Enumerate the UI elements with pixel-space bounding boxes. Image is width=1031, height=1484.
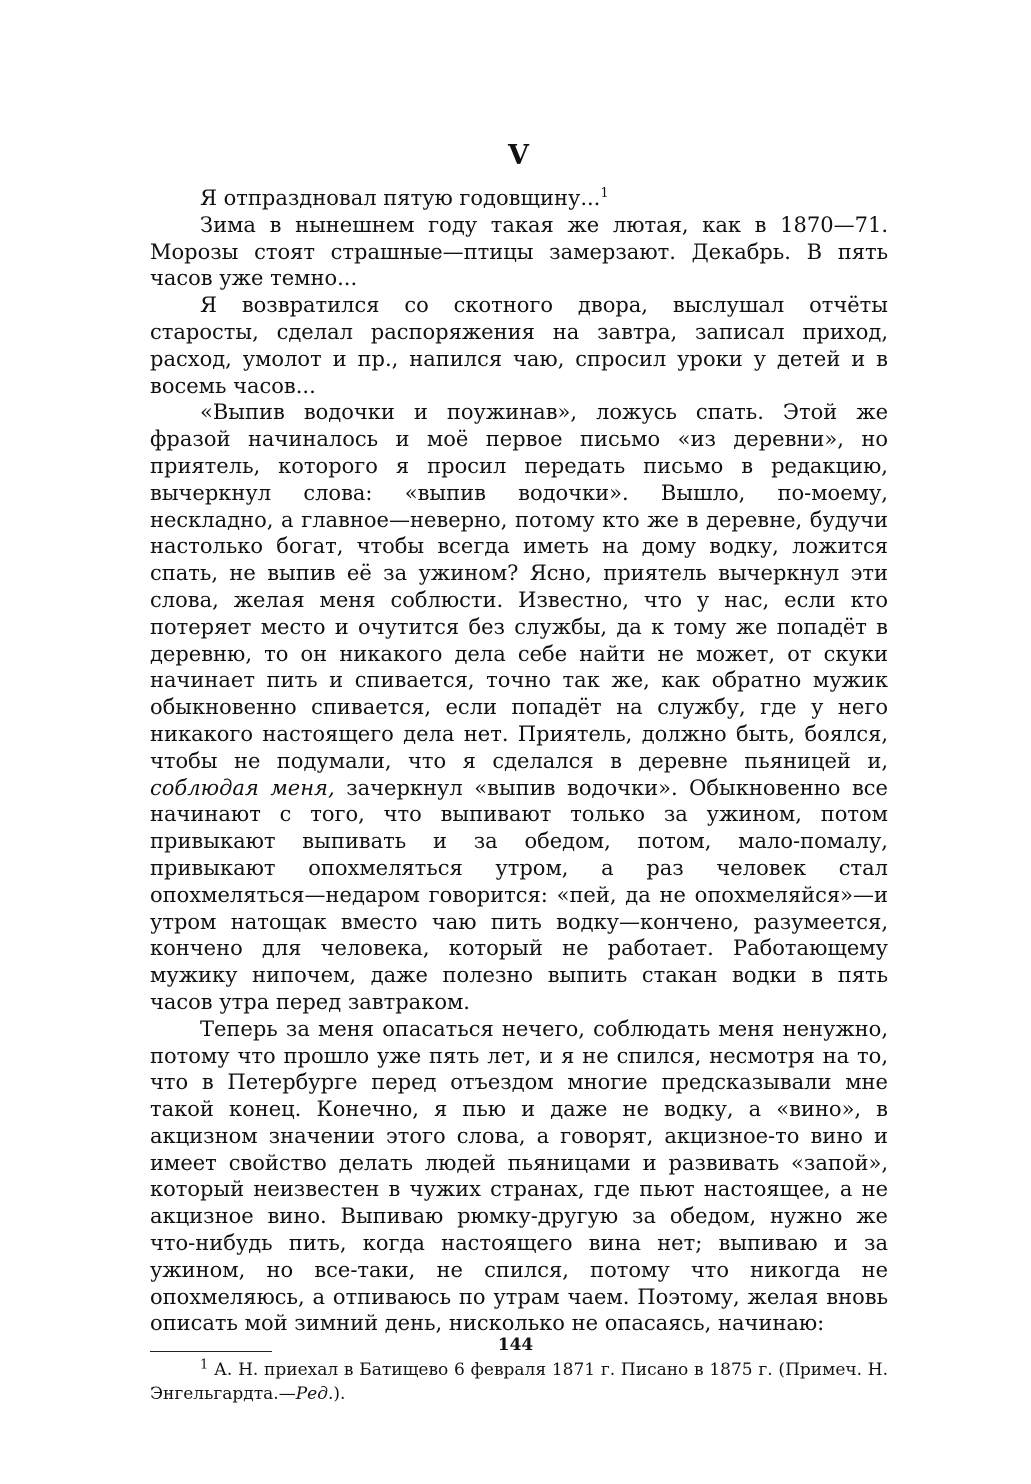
paragraph-text: «Выпив водочки и поужинав», ложусь спать. Этой же фразой начиналось и моё первое письмо «из деревни», но приятель, которого я просил передать письмо в редакцию, вычеркнул слова: «выпив водочки». Вышло, по-моему, нескладно, а главное—неверно, потому кто же в деревне, будучи настолько богат, чтобы всегда иметь на дому водку, ложится спать, не выпив её за ужином? Ясно, приятель вычеркнул эти слова, желая меня соблюсти. Известно, что у нас, если кто потеряет место и очутится без службы, да к тому же попадёт в деревню, то он никакого дела себе найти не может, от скуки начинает пить и спивается, точно так же, как обратно мужик обыкновенно спивается, если попадёт на службу, где у него никакого настоящего дела нет. Приятель, должно быть, боялся, чтобы не подумали, что я сделался в деревне пьяницей и, bbox=[150, 400, 888, 773]
footnote bbox=[150, 1358, 888, 1406]
chapter-heading: V bbox=[508, 140, 530, 171]
footnote-marker: 1 bbox=[200, 1357, 209, 1373]
footnote-reference[interactable]: 1 bbox=[600, 186, 609, 201]
paragraph-5 bbox=[150, 1016, 888, 1338]
footnote-editor-mark: Ред. bbox=[295, 1384, 334, 1405]
page-body bbox=[150, 140, 888, 1406]
paragraph-text: Зима в нынешнем году такая же лютая, как в 1870—71. Морозы стоят страшные—птицы замерзают. Декабрь. В пять часов уже темно... bbox=[150, 212, 888, 291]
paragraph-1 bbox=[150, 185, 888, 212]
paragraph-text: Я возвратился со скотного двора, выслушал отчёты старосты, сделал распоряжения на завтра, записал приход, расход, умолот и пр., напился чаю, спросил уроки у детей и в восемь часов... bbox=[150, 293, 888, 398]
footnote-text: А. Н. приехал в Батищево 6 февраля 1871 г. Писано в 1875 г. (Примеч. Н. Энгельгардта.— bbox=[150, 1360, 889, 1405]
paragraph-text: Я отпраздновал пятую годовщину... bbox=[200, 186, 601, 210]
page-number: 144 bbox=[497, 1335, 534, 1355]
footnote-closing: ). bbox=[333, 1384, 346, 1405]
paragraph-2 bbox=[150, 212, 888, 292]
paragraph-text: зачеркнул «выпив водочки». Обыкновенно все начинают с того, что выпивают только за ужином, потом привыкают выпивать и за обедом, потом, мало-помалу, привыкают опохмеляться утром, а раз человек стал опохмеляться—недаром говорится: «пей, да не опохмеляйся»—и утром натощак вместо чаю пить водку—кончено, разумеется, кончено для человека, который не работает. Работающему мужику нипочем, даже полезно выпить стакан водки в пять часов утра перед завтраком. bbox=[150, 775, 888, 1014]
paragraph-text: Теперь за меня опасаться нечего, соблюдать меня ненужно, потому что прошло уже пять лет, и я не спился, несмотря на то, что в Петербурге перед отъездом многие предсказывали мне такой конец. Конечно, я пью и даже не водку, а «вино», в акцизном значении этого слова, а говорят, акцизное-то вино и имеет свойство делать людей пьяницами и развивать «запой», который неизвестен в чужих странах, где пьют настоящее, а не акцизное вино. Выпиваю рюмку-другую за обедом, нужно же что-нибудь пить, когда настоящего вина нет; выпиваю и за ужином, но все-таки, не спился, потому что никогда не опохмеляюсь, а отпиваюсь по утрам чаем. Поэтому, желая вновь описать мой зимний день, нисколько не опасаясь, начинаю: bbox=[150, 1016, 888, 1336]
paragraph-4 bbox=[150, 399, 888, 1015]
paragraph-3 bbox=[150, 292, 888, 399]
italic-emphasis: соблюдая меня, bbox=[150, 775, 335, 800]
